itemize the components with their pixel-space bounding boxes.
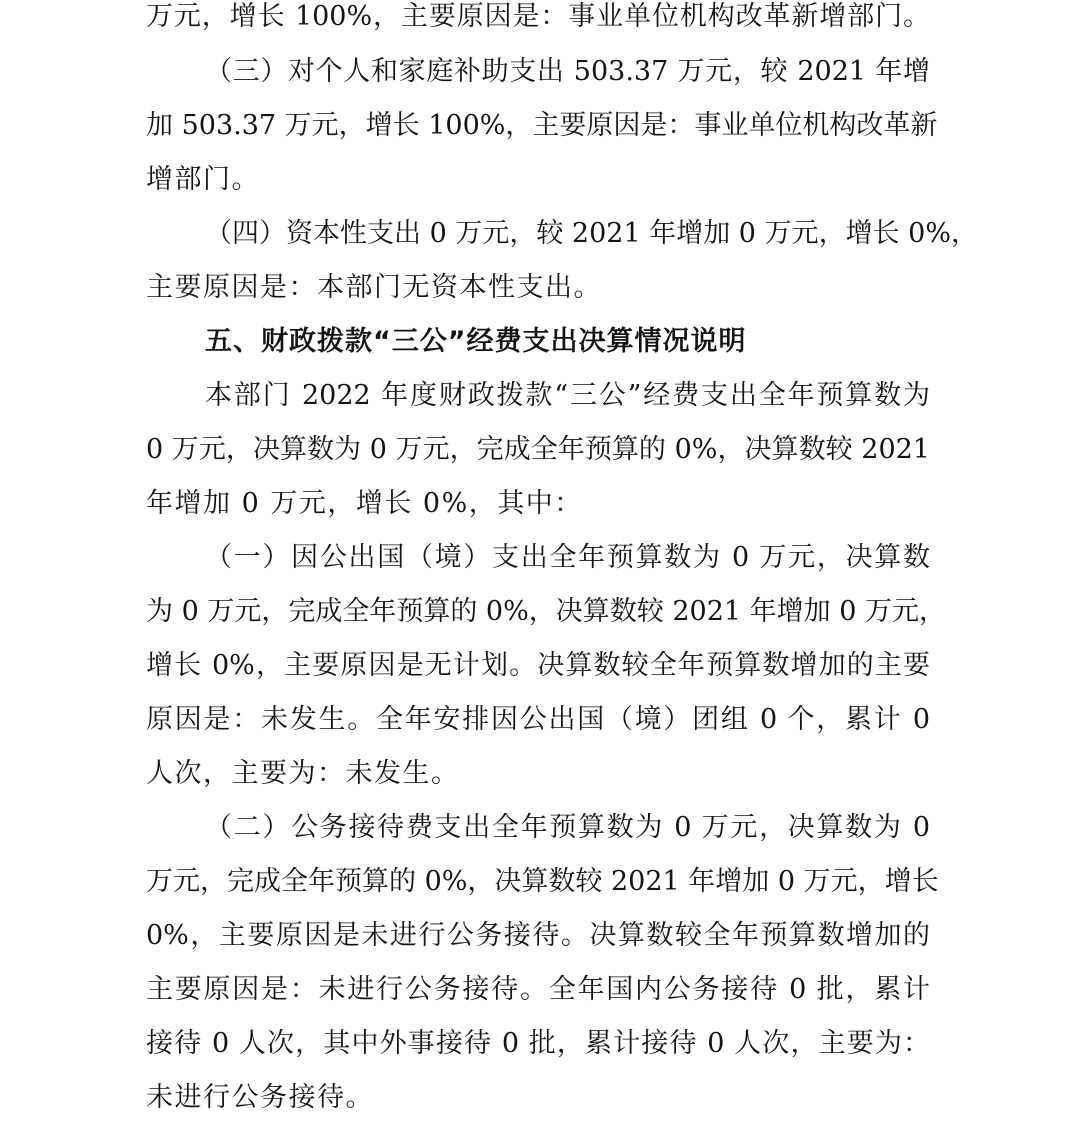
- text-line: 人次，主要为：未发生。: [146, 758, 460, 789]
- text-line: 0 万元，决算数为 0 万元，完成全年预算的 0%，决算数较 2021: [146, 434, 930, 465]
- text-line: 增长 0%，主要原因是无计划。决算数较全年预算数增加的主要: [146, 650, 930, 681]
- text-line: 主要原因是：未进行公务接待。全年国内公务接待 0 批，累计: [146, 974, 930, 1005]
- text-line: 未进行公务接待。: [146, 1082, 374, 1113]
- text-line: 万元，增长 100%，主要原因是：事业单位机构改革新增部门。: [146, 1, 930, 32]
- text-line: （三）对个人和家庭补助支出 503.37 万元，较 2021 年增: [205, 56, 930, 87]
- text-line: （四）资本性支出 0 万元，较 2021 年增加 0 万元，增长 0%，: [205, 218, 978, 249]
- text-line: 加 503.37 万元，增长 100%，主要原因是：事业单位机构改革新: [146, 110, 938, 141]
- text-line: 0%，主要原因是未进行公务接待。决算数较全年预算数增加的: [146, 920, 930, 951]
- text-line: 本部门 2022 年度财政拨款“三公”经费支出全年预算数为: [205, 380, 930, 411]
- text-line: 主要原因是：本部门无资本性支出。: [146, 272, 602, 303]
- text-line: （一）因公出国（境）支出全年预算数为 0 万元，决算数: [205, 542, 930, 573]
- text-line: 年增加 0 万元，增长 0%，其中：: [146, 488, 583, 519]
- section-heading: 五、财政拨款“三公”经费支出决算情况说明: [205, 326, 747, 357]
- text-line: 接待 0 人次，其中外事接待 0 批，累计接待 0 人次，主要为：: [146, 1028, 930, 1059]
- text-line: 原因是：未发生。全年安排因公出国（境）团组 0 个，累计 0: [146, 704, 930, 735]
- text-line: 为 0 万元，完成全年预算的 0%，决算数较 2021 年增加 0 万元，: [146, 596, 946, 627]
- text-line: 万元，完成全年预算的 0%，决算数较 2021 年增加 0 万元，增长: [146, 866, 939, 897]
- text-line: 增部门。: [146, 164, 260, 195]
- text-line: （二）公务接待费支出全年预算数为 0 万元，决算数为 0: [205, 812, 930, 843]
